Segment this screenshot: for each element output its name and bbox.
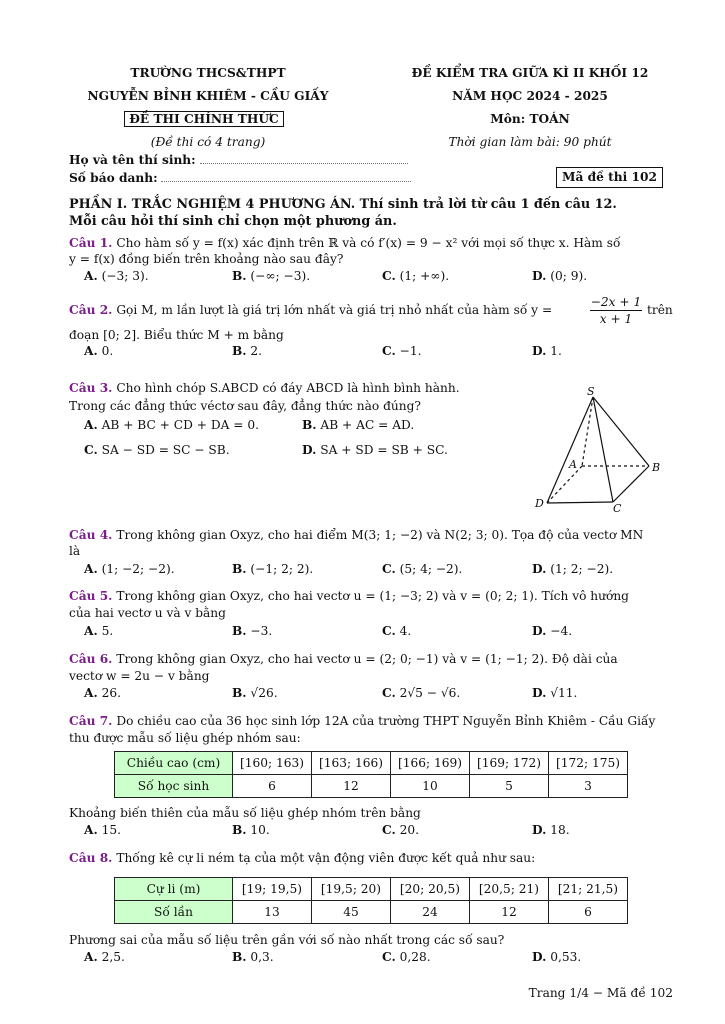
q1-option-b[interactable]: B. (−∞; −3).	[232, 269, 311, 283]
table-cell: 5	[470, 775, 549, 798]
table-cell: 6	[233, 775, 312, 798]
table-cell: 12	[312, 775, 391, 798]
edge-sc	[593, 397, 613, 502]
q5-line1	[69, 588, 673, 604]
vertex-label-b: B	[652, 461, 661, 474]
q4-option-b[interactable]: B. (−1; 2; 2).	[232, 562, 314, 576]
table-cell: 6	[549, 901, 628, 924]
edge-sb	[593, 397, 649, 466]
q2-line1	[69, 294, 673, 326]
q1-option-c[interactable]: C. (1; +∞).	[382, 269, 450, 283]
edge-dc	[547, 502, 613, 503]
q8-line1	[69, 850, 673, 866]
table-cell: [21; 21,5)	[549, 878, 628, 901]
q2-options	[84, 344, 684, 360]
table-cell: 45	[312, 901, 391, 924]
edge-sa	[582, 397, 593, 466]
edge-sd	[547, 397, 593, 503]
q8-options	[84, 950, 684, 966]
q5-options	[84, 624, 684, 640]
table-cell: 24	[391, 901, 470, 924]
q3-option-c[interactable]: C. SA − SD = SC − SB.	[84, 443, 230, 457]
q7-text2: thu được mẫu số liệu ghép nhóm sau:	[69, 731, 301, 745]
q4-option-a[interactable]: A. (1; −2; −2).	[84, 562, 175, 576]
table-cell: [19,5; 20)	[312, 878, 391, 901]
q8-option-c[interactable]: C. 0,28.	[382, 950, 431, 964]
table-cell: [160; 163)	[233, 752, 312, 775]
official-exam-box	[120, 110, 288, 130]
q2-option-a[interactable]: A. 0.	[84, 344, 114, 358]
q6-option-b[interactable]: B. √26.	[232, 686, 278, 700]
table-cell: [169; 172)	[470, 752, 549, 775]
table-cell: 12	[470, 901, 549, 924]
q1-line1	[69, 235, 673, 251]
candidate-name-row	[69, 153, 408, 167]
q8-text1: Thống kê cự li ném tạ của một vận động viên được kết quả như sau:	[116, 851, 536, 865]
edge-cb	[613, 466, 649, 502]
school-year: NĂM HỌC 2024 - 2025	[452, 89, 608, 103]
candidate-id-label: Số báo danh:	[69, 171, 158, 185]
q3-label: Câu 3.	[69, 381, 113, 395]
table-cell: [163; 166)	[312, 752, 391, 775]
exam-code-box: Mã đề thi 102	[556, 167, 663, 188]
q8-option-b[interactable]: B. 0,3.	[232, 950, 274, 964]
part1-title-line2: Mỗi câu hỏi thí sinh chỉ chọn một phương án.	[69, 214, 397, 229]
q4-option-d[interactable]: D. (1; 2; −2).	[532, 562, 614, 576]
q2-label: Câu 2.	[69, 303, 113, 317]
q8-text2: Phương sai của mẫu số liệu trên gần với số nào nhất trong các số sau?	[69, 933, 505, 947]
candidate-name-field[interactable]	[200, 153, 408, 164]
q2-fraction-denominator: x + 1	[599, 312, 633, 326]
part1-title: PHẦN I. TRẮC NGHIỆM 4 PHƯƠNG ÁN. Thí sinh trả lời từ câu 1 đến câu 12.	[69, 197, 617, 212]
q6-label: Câu 6.	[69, 652, 113, 666]
q8-option-d[interactable]: D. 0,53.	[532, 950, 582, 964]
q2-option-c[interactable]: C. −1.	[382, 344, 422, 358]
q1-option-d[interactable]: D. (0; 9).	[532, 269, 588, 283]
q7-option-d[interactable]: D. 18.	[532, 823, 570, 837]
school-name-line2: NGUYỄN BỈNH KHIÊM - CẦU GIẤY	[87, 89, 329, 103]
q4-line1	[69, 527, 673, 543]
q3-text1: Cho hình chóp S.ABCD có đáy ABCD là hình bình hành.	[116, 381, 460, 395]
q6-option-c[interactable]: C. 2√5 − √6.	[382, 686, 461, 700]
q6-line1	[69, 651, 673, 667]
q3-option-d[interactable]: D. SA + SD = SB + SC.	[302, 443, 448, 457]
q4-text1: Trong không gian Oxyz, cho hai điểm M(3; 1; −2) và N(2; 3; 0). Tọa độ của vectơ MN	[116, 528, 644, 542]
table-cell: 10	[391, 775, 470, 798]
q2-text2: đoạn [0; 2]. Biểu thức M + m bằng	[69, 328, 284, 342]
q7-text1: Do chiều cao của 36 học sinh lớp 12A của trường THPT Nguyễn Bỉnh Khiêm - Cầu Giấy	[116, 714, 656, 728]
table-cell: Số học sinh	[115, 775, 233, 798]
table-cell: [19; 19,5)	[233, 878, 312, 901]
q7-options	[84, 823, 684, 839]
q1-text2: y = f(x) đồng biến trên khoảng nào sau đây?	[69, 252, 344, 266]
q8-option-a[interactable]: A. 2,5.	[84, 950, 125, 964]
table-row	[115, 878, 628, 901]
q5-option-d[interactable]: D. −4.	[532, 624, 573, 638]
q7-option-b[interactable]: B. 10.	[232, 823, 270, 837]
vertex-label-d: D	[535, 497, 544, 510]
school-name-line1: TRƯỜNG THCS&THPT	[130, 66, 286, 80]
table-row	[115, 752, 628, 775]
table-cell: Cự li (m)	[115, 878, 233, 901]
q7-option-a[interactable]: A. 15.	[84, 823, 121, 837]
edge-ad	[547, 466, 582, 503]
exam-title: ĐỀ KIỂM TRA GIỮA KÌ II KHỐI 12	[411, 66, 649, 80]
exam-time: Thời gian làm bài: 90 phút	[448, 135, 612, 149]
q2-option-d[interactable]: D. 1.	[532, 344, 562, 358]
q7-table	[114, 751, 628, 798]
candidate-id-field[interactable]	[161, 171, 411, 182]
q7-text3: Khoảng biến thiên của mẫu số liệu ghép nhóm trên bằng	[69, 806, 421, 820]
q3-option-b[interactable]: B. AB + AC = AD.	[302, 418, 415, 432]
q4-option-c[interactable]: C. (5; 4; −2).	[382, 562, 463, 576]
table-row	[115, 775, 628, 798]
candidate-id-row	[69, 171, 411, 185]
table-cell: [20,5; 21)	[470, 878, 549, 901]
q7-option-c[interactable]: C. 20.	[382, 823, 419, 837]
q5-text1: Trong không gian Oxyz, cho hai vectơ u = (1; −3; 2) và v = (0; 2; 1). Tích vô hướng	[116, 589, 629, 603]
pyramid-figure	[525, 383, 675, 513]
q7-line1	[69, 713, 673, 729]
q1-option-a[interactable]: A. (−3; 3).	[84, 269, 149, 283]
q6-options	[84, 686, 684, 702]
q1-label: Câu 1.	[69, 236, 113, 250]
q8-table	[114, 877, 628, 924]
table-cell: [172; 175)	[549, 752, 628, 775]
q4-options	[84, 562, 684, 578]
table-cell: [166; 169)	[391, 752, 470, 775]
table-row	[115, 901, 628, 924]
q6-text1: Trong không gian Oxyz, cho hai vectơ u = (2; 0; −1) và v = (1; −1; 2). Độ dài của	[116, 652, 618, 666]
q6-option-a[interactable]: A. 26.	[84, 686, 121, 700]
q3-text2: Trong các đẳng thức véctơ sau đây, đẳng thức nào đúng?	[69, 399, 421, 413]
q1-text1: Cho hàm số y = f(x) xác định trên ℝ và có f′(x) = 9 − x² với mọi số thực x. Hàm số	[116, 236, 621, 250]
q5-option-b[interactable]: B. −3.	[232, 624, 273, 638]
vertex-label-a: A	[569, 458, 577, 471]
table-cell: Số lần	[115, 901, 233, 924]
table-cell: 3	[549, 775, 628, 798]
table-cell: 13	[233, 901, 312, 924]
official-exam-label: ĐỀ THI CHÍNH THỨC	[124, 111, 283, 127]
table-cell: Chiều cao (cm)	[115, 752, 233, 775]
q1-options	[84, 269, 684, 285]
q6-text2: vectơ w = 2u − v bằng	[69, 669, 210, 683]
vertex-label-s: S	[587, 385, 595, 398]
q4-text2: là	[69, 544, 81, 558]
q6-option-d[interactable]: D. √11.	[532, 686, 578, 700]
q2-option-b[interactable]: B. 2.	[232, 344, 263, 358]
q7-label: Câu 7.	[69, 714, 113, 728]
q2-text1b: trên	[647, 303, 673, 317]
q5-label: Câu 5.	[69, 589, 113, 603]
pages-note: (Đề thi có 4 trang)	[150, 135, 266, 149]
q4-label: Câu 4.	[69, 528, 113, 542]
q8-label: Câu 8.	[69, 851, 113, 865]
table-cell: [20; 20,5)	[391, 878, 470, 901]
q3-option-a[interactable]: A. AB + BC + CD + DA = 0.	[84, 418, 259, 432]
q5-option-a[interactable]: A. 5.	[84, 624, 114, 638]
q5-option-c[interactable]: C. 4.	[382, 624, 412, 638]
q2-fraction-numerator: −2x + 1	[590, 295, 642, 309]
q2-text1a: Gọi M, m lần lượt là giá trị lớn nhất và giá trị nhỏ nhất của hàm số y =	[116, 303, 553, 317]
subject: Môn: TOÁN	[490, 112, 570, 126]
page-footer: Trang 1/4 − Mã đề 102	[528, 986, 673, 1000]
vertex-label-c: C	[613, 502, 622, 513]
candidate-name-label: Họ và tên thí sinh:	[69, 153, 196, 167]
q5-text2: của hai vectơ u và v bằng	[69, 606, 226, 620]
